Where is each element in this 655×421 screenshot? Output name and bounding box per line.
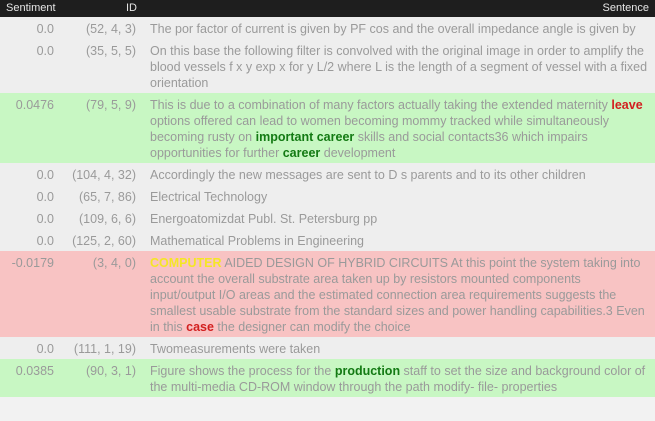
id-cell: (65, 7, 86) bbox=[79, 190, 136, 204]
sentence-text: On this base the following filter is convolved with the original image in order to amplify the blood vessels f x y exp x for y L/2 where L is the length of a segment of vessel with a fixed orientation bbox=[150, 44, 648, 90]
table-row[interactable] bbox=[0, 163, 655, 185]
table-row[interactable] bbox=[0, 337, 655, 359]
sentence-text: AIDED DESIGN OF HYBRID CIRCUITS At this point the system taking into account the overall substrate area taken up by resistors mounted components input/output I/O areas and the estimated connection area requirements suggests the smallest usable substrate from the standard sizes and power handling capabilities.3 Even in this bbox=[150, 256, 645, 334]
table-row[interactable] bbox=[0, 207, 655, 229]
table-row[interactable] bbox=[0, 185, 655, 207]
sentiment-cell: 0.0385 bbox=[15, 364, 54, 378]
id-cell: (109, 6, 6) bbox=[79, 212, 136, 226]
id-cell: (52, 4, 3) bbox=[85, 22, 136, 36]
sentence-text: This is due to a combination of many factors actually taking the extended maternity bbox=[150, 98, 612, 112]
sentence-cell bbox=[150, 207, 655, 229]
sentence-text: Mathematical Problems in Engineering bbox=[150, 234, 364, 248]
table-header bbox=[0, 0, 655, 17]
sentiment-cell: -0.0179 bbox=[11, 256, 54, 270]
highlighted-term: leave bbox=[611, 98, 643, 112]
sentence-cell bbox=[150, 229, 655, 251]
table-row[interactable] bbox=[0, 359, 655, 397]
sentiment-cell: 0.0 bbox=[36, 234, 54, 248]
sentiment-cell: 0.0 bbox=[36, 342, 54, 356]
table-body bbox=[0, 17, 655, 397]
sentiment-cell: 0.0 bbox=[36, 44, 54, 58]
sentence-cell bbox=[150, 359, 655, 397]
sentiment-cell: 0.0 bbox=[36, 212, 54, 226]
header-id[interactable]: ID bbox=[126, 2, 137, 14]
id-cell: (111, 1, 19) bbox=[73, 342, 136, 356]
sentence-text: The por factor of current is given by PF cos and the overall impedance angle is given by bbox=[150, 22, 636, 36]
sentence-cell bbox=[150, 93, 655, 163]
sentence-text: Twomeasurements were taken bbox=[150, 342, 321, 356]
table-row[interactable] bbox=[0, 251, 655, 337]
sentence-cell bbox=[150, 337, 655, 359]
id-cell: (79, 5, 9) bbox=[85, 98, 136, 112]
table-row[interactable] bbox=[0, 39, 655, 93]
id-cell: (90, 3, 1) bbox=[85, 364, 136, 378]
sentence-text: Figure shows the process for the bbox=[150, 364, 335, 378]
id-cell: (35, 5, 5) bbox=[85, 44, 136, 58]
sentiment-cell: 0.0 bbox=[36, 168, 54, 182]
sentence-cell bbox=[150, 163, 655, 185]
highlighted-term: important career bbox=[255, 130, 355, 144]
id-cell: (3, 4, 0) bbox=[92, 256, 136, 270]
sentence-cell bbox=[150, 39, 655, 93]
highlighted-term: COMPUTER bbox=[150, 256, 222, 270]
table-row[interactable] bbox=[0, 17, 655, 39]
sentence-cell bbox=[150, 251, 655, 337]
sentence-text: Accordingly the new messages are sent to D s parents and to its other children bbox=[150, 168, 586, 182]
sentiment-cell: 0.0 bbox=[36, 190, 54, 204]
id-cell: (125, 2, 60) bbox=[72, 234, 136, 248]
sentence-cell bbox=[150, 185, 655, 207]
sentiment-cell: 0.0 bbox=[36, 22, 54, 36]
highlighted-term: case bbox=[186, 320, 214, 334]
highlighted-term: production bbox=[334, 364, 401, 378]
table-row[interactable] bbox=[0, 93, 655, 163]
sentence-cell bbox=[150, 17, 655, 39]
header-sentence[interactable]: Sentence bbox=[602, 2, 649, 14]
sentence-text: options offered can lead to women becoming mommy tracked while simultaneously becoming rusty on bbox=[150, 114, 610, 144]
sentence-text: Electrical Technology bbox=[150, 190, 268, 204]
sentence-text: Energoatomizdat Publ. St. Petersburg pp bbox=[150, 212, 378, 226]
header-sentiment[interactable]: Sentiment bbox=[6, 2, 56, 14]
sentence-text: the designer can modify the choice bbox=[213, 320, 411, 334]
sentence-text: skills and social contacts36 which impairs opportunities for further bbox=[150, 130, 588, 160]
table-row[interactable] bbox=[0, 229, 655, 251]
id-cell: (104, 4, 32) bbox=[72, 168, 136, 182]
sentence-text: development bbox=[320, 146, 396, 160]
sentence-text: staff to set the size and background color of the multi-media CD-ROM window through the path modify- file- properties bbox=[150, 364, 646, 394]
highlighted-term: career bbox=[282, 146, 321, 160]
sentiment-cell: 0.0476 bbox=[15, 98, 54, 112]
